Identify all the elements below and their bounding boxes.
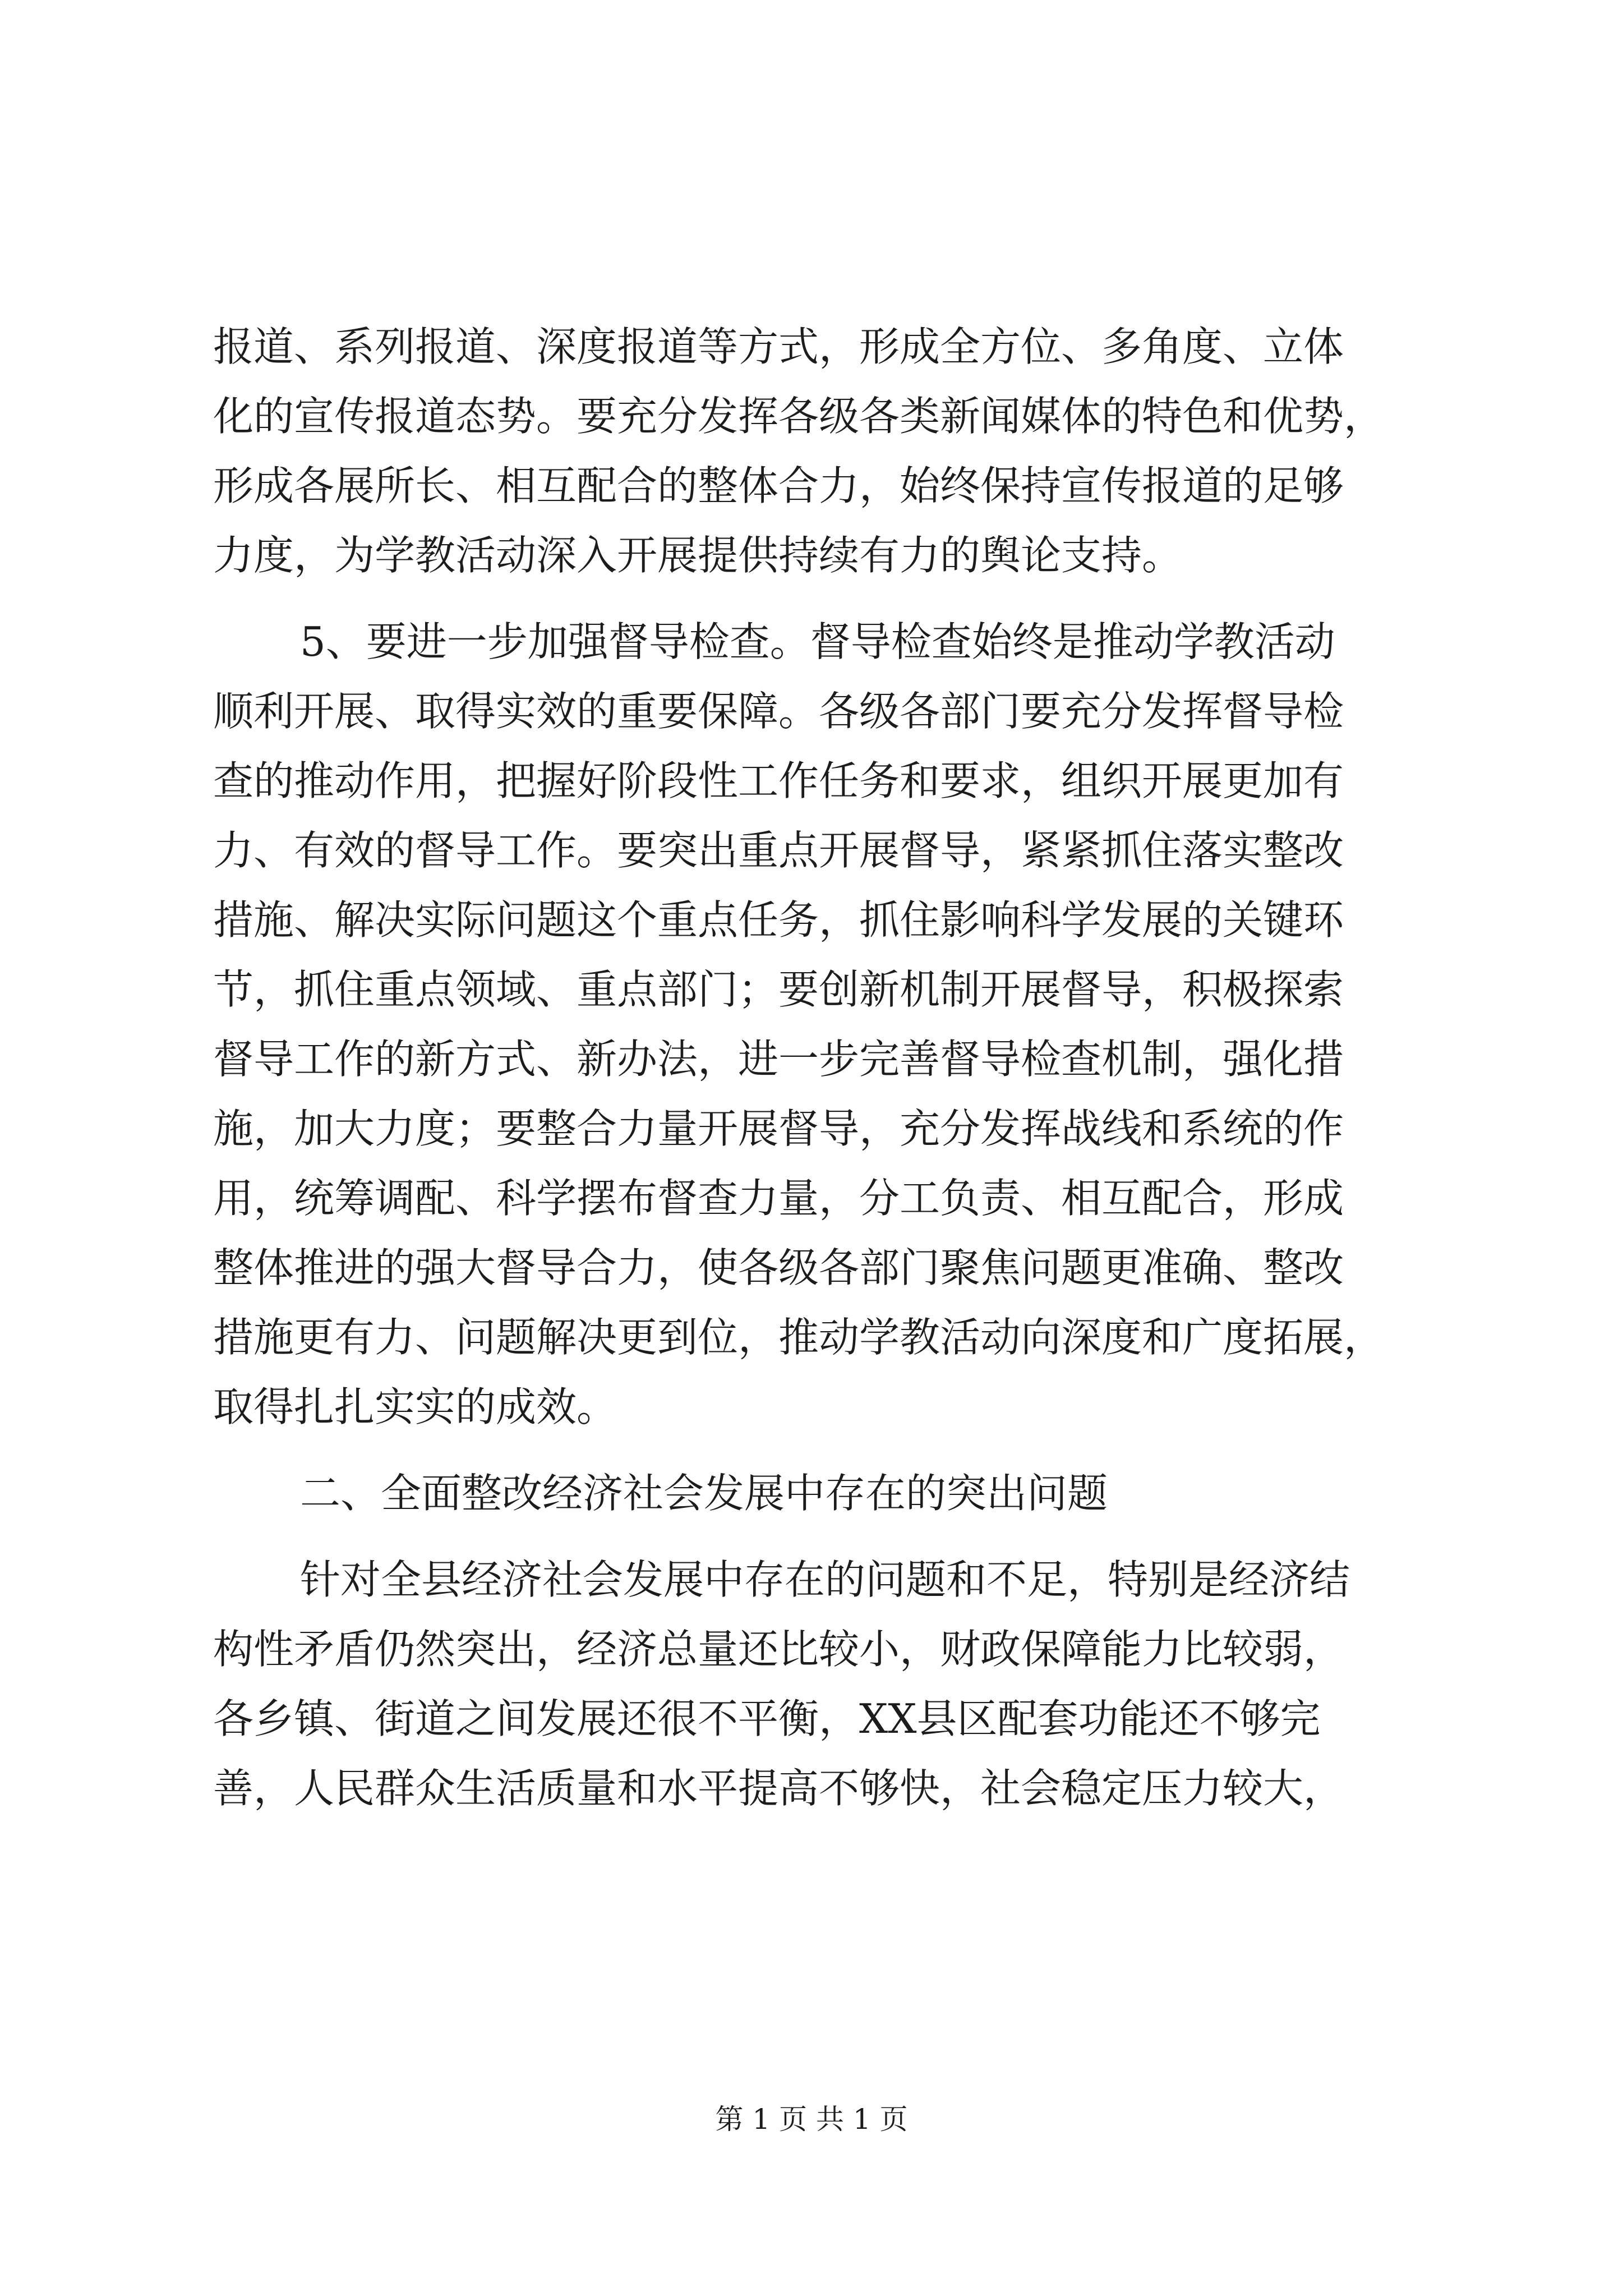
paragraph-line: 力、有效的督导工作。要突出重点开展督导，紧紧抓住落实整改 xyxy=(213,827,1344,874)
paragraph-line: 查的推动作用，把握好阶段性工作任务和要求，组织开展更加有 xyxy=(213,757,1344,804)
paragraph-line: 措施更有力、问题解决更到位，推动学教活动向深度和广度拓展， xyxy=(213,1314,1385,1361)
paragraph-line: 取得扎扎实实的成效。 xyxy=(213,1383,617,1430)
paragraph-line: 化的宣传报道态势。要充分发挥各级各类新闻媒体的特色和优势， xyxy=(213,393,1385,440)
paragraph-line: 施，加大力度；要整合力量开展督导，充分发挥战线和系统的作 xyxy=(213,1105,1344,1152)
paragraph-line: 5、要进一步加强督导检查。督导检查始终是推动学教活动 xyxy=(300,618,1335,665)
paragraph-line: 节，抓住重点领域、重点部门；要创新机制开展督导，积极探索 xyxy=(213,966,1344,1013)
page-footer: 第 1 页 共 1 页 xyxy=(715,2103,908,2136)
paragraph-line: 顺利开展、取得实效的重要保障。各级各部门要充分发挥督导检 xyxy=(213,688,1344,735)
paragraph-line: 各乡镇、街道之间发展还很不平衡，XX县区配套功能还不够完 xyxy=(213,1695,1321,1742)
paragraph-line: 措施、解决实际问题这个重点任务，抓住影响科学发展的关键环 xyxy=(213,896,1344,944)
paragraph-line: 二、全面整改经济社会发展中存在的突出问题 xyxy=(300,1470,1108,1517)
paragraph-line: 形成各展所长、相互配合的整体合力，始终保持宣传报道的足够 xyxy=(213,462,1344,509)
paragraph-line: 针对全县经济社会发展中存在的问题和不足，特别是经济结 xyxy=(300,1556,1350,1603)
paragraph-line: 构性矛盾仍然突出，经济总量还比较小，财政保障能力比较弱， xyxy=(213,1626,1344,1673)
paragraph-line: 善，人民群众生活质量和水平提高不够快，社会稳定压力较大， xyxy=(213,1765,1344,1812)
paragraph-line: 报道、系列报道、深度报道等方式，形成全方位、多角度、立体 xyxy=(213,323,1344,370)
paragraph-line: 力度，为学教活动深入开展提供持续有力的舆论支持。 xyxy=(213,532,1183,579)
paragraph-line: 整体推进的强大督导合力，使各级各部门聚焦问题更准确、整改 xyxy=(213,1244,1344,1291)
paragraph-line: 督导工作的新方式、新办法，进一步完善督导检查机制，强化措 xyxy=(213,1036,1344,1083)
paragraph-line: 用，统筹调配、科学摆布督查力量，分工负责、相互配合，形成 xyxy=(213,1175,1344,1222)
